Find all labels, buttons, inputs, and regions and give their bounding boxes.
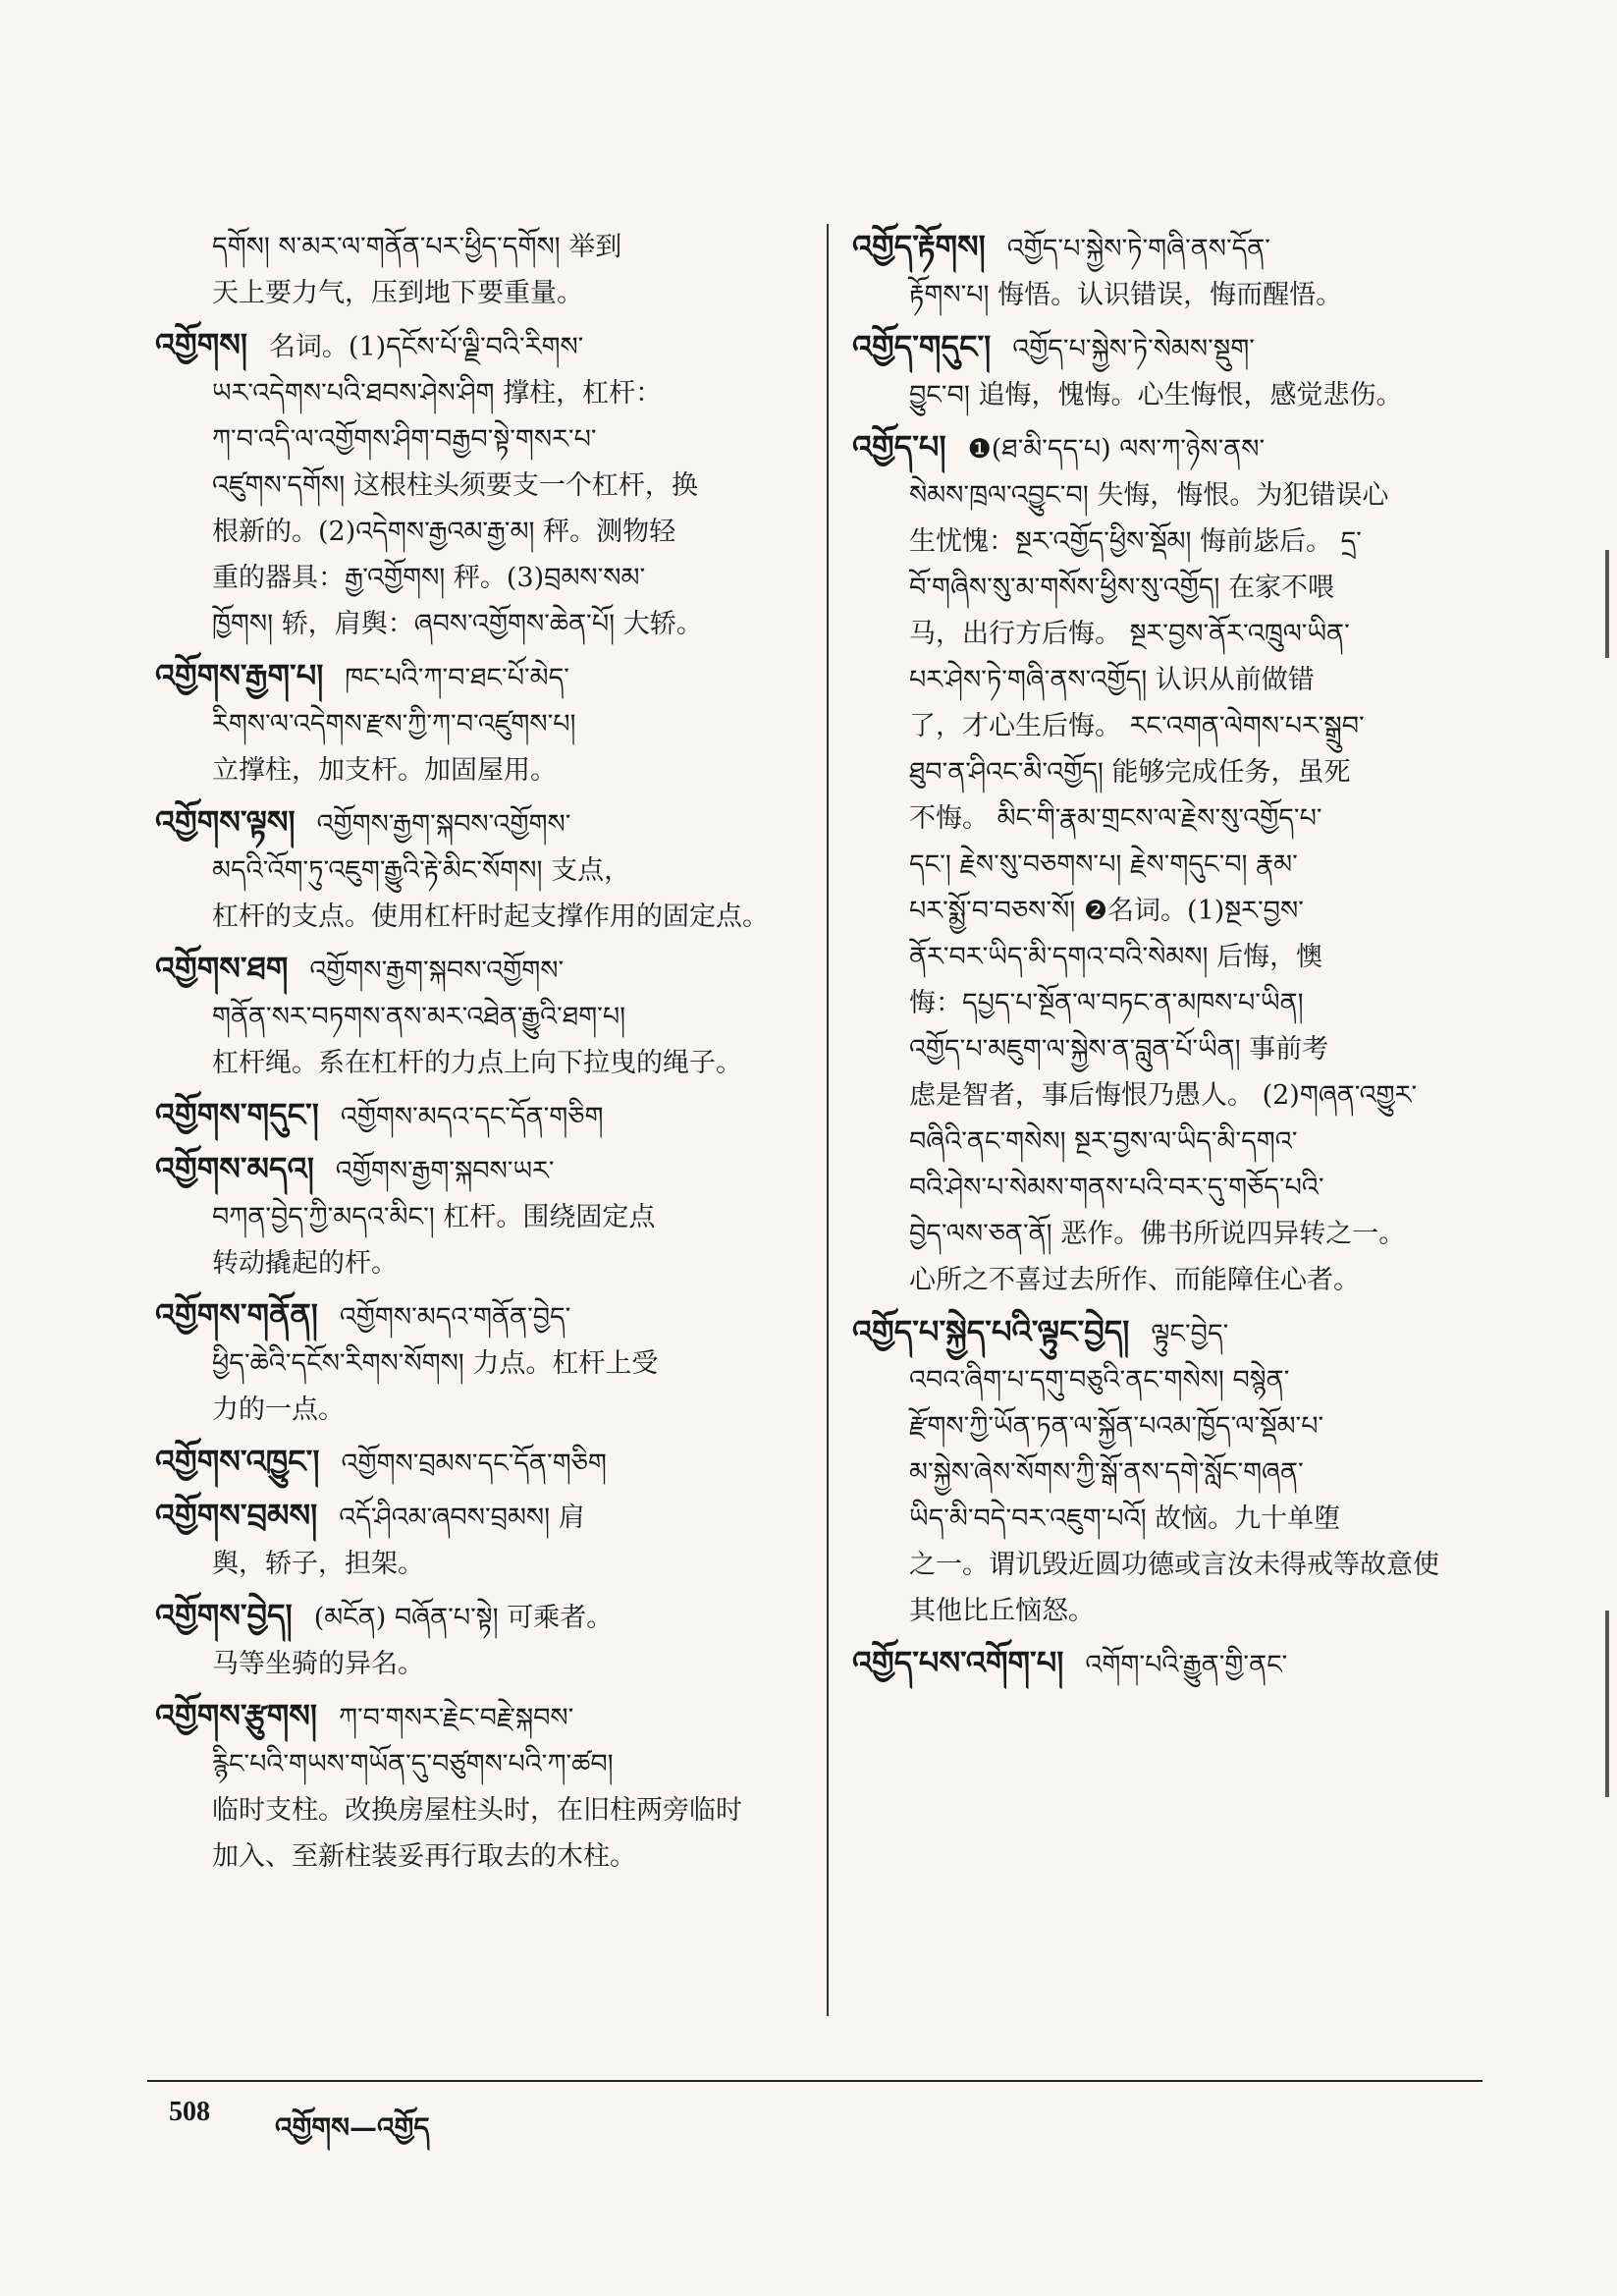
entry-line: 名词。(1)དངོས་པོ་ལྗི་བའི་རིགས་: [268, 332, 584, 362]
entry-headword: འགྱོགས་རྩུགས།: [155, 1697, 317, 1734]
entry-line: 悔：དཔྱད་པ་སྔོན་ལ་བཏང་ན་མཁས་པ་ཡིན།: [909, 988, 1304, 1018]
dictionary-entry: [155, 1693, 803, 1880]
entry-line: ❶(ཐ་མི་དད་པ) ལས་ཀ་ཉེས་ནས་: [967, 434, 1266, 465]
entry-headword: འགྱོགས་གནོན།: [155, 1296, 318, 1334]
entry-line: ཁང་པའི་ཀ་བ་ཐང་པོ་མེད་: [345, 663, 569, 693]
entry-line: 了，才心生后悔。 རང་འགན་ལེགས་པར་སྒྲུབ་: [909, 711, 1365, 741]
dictionary-entry: [155, 653, 803, 793]
entry-line: འཛུགས་དགོས། 这根柱头须要支一个杠杆，换: [212, 470, 698, 501]
entry-line: འགྱོགས་མདའ་གནོན་བྱེད་: [339, 1302, 571, 1333]
dictionary-entry: [852, 1309, 1490, 1634]
entry-line: 重的器具：རྒྱ་འགྱོགས། 秤。(3)བྲམས་སམ་: [212, 563, 646, 593]
entry-headword: འགྱོགས་གདུང་།: [155, 1096, 319, 1133]
entry-line: འགྱོད་པ་སྐྱེས་ཏེ་གཞི་ནས་དོན་: [1006, 234, 1270, 264]
entry-line: རྟོགས་པ། 悔悟。认识错误，悔而醒悟。: [909, 280, 1343, 310]
entry-line: ཐུབ་ན་ཤིའང་མི་འགྱོད། 能够完成任务，虽死: [909, 757, 1351, 788]
entry-line: 根新的。(2)འདེགས་རྒྱའམ་རྒྱ་མ། 秤。测物轻: [212, 517, 676, 547]
entry-line: 不悔。 མིང་གི་རྣམ་གྲངས་ལ་རྗེས་སུ་འགྱོད་པ་: [909, 803, 1322, 834]
entry-line: 杠杆绳。系在杠杆的力点上向下拉曳的绳子。: [212, 1048, 742, 1078]
page-number: 508: [169, 2097, 210, 2127]
entry-line: འགོག་པའི་རྒྱུན་གྱི་ནང་: [1085, 1650, 1288, 1680]
entry-line: ནོར་བར་ཡིད་མི་དགའ་བའི་སེམས། 后悔，懊: [909, 942, 1323, 972]
entry-line: 杠杆的支点。使用杠杆时起支撑作用的固定点。: [212, 902, 769, 932]
entry-line: འགྱོད་པ་སྐྱེས་ཏེ་སེམས་སྡུག་: [1012, 334, 1255, 364]
entry-line: ལྟུང་བྱེད་: [1151, 1319, 1229, 1349]
entry-line: རྙིང་པའི་གཡས་གཡོན་དུ་བཙུགས་པའི་ཀ་ཚབ།: [212, 1749, 614, 1779]
entry-line: མདའི་འོག་ཏུ་འཇུག་རྒྱུའི་རྟེ་མིང་སོགས། 支点，: [212, 855, 631, 886]
entry-line: འགྱོགས་བྲམས་དང་དོན་གཅིག: [341, 1449, 607, 1479]
entry-headword: འགྱོད་གདུང་།: [852, 328, 992, 365]
entry-line: 其他比丘恼怒。: [909, 1596, 1095, 1626]
entry-line: ཡར་འདེགས་པའི་ཐབས་ཤེས་ཤིག 撑柱，杠杆：: [212, 378, 663, 409]
entry-headword: འགྱོགས་འཁྱུང་།: [155, 1443, 320, 1480]
entry-headword: འགྱོགས་རྒྱག་པ།: [155, 657, 324, 694]
entry-line: སེམས་ཁྲལ་འབྱུང་བ། 失悔，悔恨。为犯错误心: [909, 480, 1389, 511]
dictionary-entry: [155, 1146, 803, 1286]
entry-line: ཕྱིད་ཆེའི་དངོས་རིགས་སོགས། 力点。杠杆上受: [212, 1348, 659, 1379]
entry-line: བཀན་བྱེད་ཀྱི་མདའ་མིང་། 杠杆。围绕固定点: [212, 1202, 656, 1232]
scan-margin-mark: [1605, 550, 1609, 658]
running-head: འགྱོགས—འགྱོད: [275, 2111, 430, 2144]
footer-rule: [147, 2080, 1482, 2082]
scan-margin-mark: [1605, 1611, 1609, 1797]
entry-line: རྫོགས་ཀྱི་ཡོན་ཏན་ལ་སྐྱོན་པའམ་ཁྱོད་ལ་སྡོམ་པ་: [909, 1411, 1324, 1442]
entry-line: ཀ་བ་གསར་རྗེང་བརྗེ་སྐབས་: [338, 1703, 574, 1733]
entry-line: བཞིའི་ནང་གསེས། སྔར་བྱས་ལ་ཡིད་མི་དགའ་: [909, 1126, 1298, 1157]
entry-headword: འགྱོགས་བྲམས།: [155, 1497, 318, 1534]
dictionary-entry: [155, 224, 803, 316]
dictionary-entry: [852, 324, 1490, 418]
entry-line: 生忧愧：སྔར་འགྱོད་ཕྱིས་སྡོམ། 悔前毖后。 དྲ་: [909, 526, 1362, 557]
entry-line: ཀ་བ་འདི་ལ་འགྱོགས་ཤིག་བརྒྱབ་སྟེ་གསར་པ་: [212, 424, 597, 455]
entry-headword: འགྱོད་པ།: [852, 428, 946, 465]
entry-headword: འགྱོགས་ལྟས།: [155, 803, 296, 841]
entry-line: གནོན་སར་བཏགས་ནས་མར་འཐེན་རྒྱུའི་ཐག་པ།: [212, 1002, 626, 1032]
dictionary-entry: [155, 322, 803, 647]
entry-line: 加入、至新柱装妥再行取去的木柱。: [212, 1841, 636, 1872]
dictionary-entry: [155, 1593, 803, 1687]
entry-line: 虑是智者，事后悔恨乃愚人。 (2)གཞན་འགྱུར་: [909, 1080, 1418, 1111]
entry-line: འགྱོགས་རྒྱག་སྐབས་འགྱོགས་: [316, 809, 571, 840]
dictionary-entry: [155, 1092, 803, 1140]
dictionary-entry: [852, 224, 1490, 318]
entry-line: 立撑柱，加支杆。加固屋用。: [212, 755, 557, 786]
entry-line: 天上要力气，压到地下要重量。: [212, 278, 583, 308]
entry-line: མ་སྐྱེས་ཞེས་སོགས་ཀྱི་སྒོ་ནས་དགེ་སློང་གཞན་: [909, 1457, 1304, 1488]
entry-line: རིགས་ལ་འདེགས་རྫས་ཀྱི་ཀ་བ་འཛུགས་པ།: [212, 709, 576, 739]
entry-headword: འགྱོད་པས་འགོག་པ།: [852, 1644, 1064, 1681]
right-column: [852, 224, 1490, 1694]
entry-line: 心所之不喜过去所作、而能障住心者。: [909, 1265, 1360, 1295]
entry-line: ཁྱོགས། 轿，肩舆：ཞབས་འགྱོགས་ཆེན་པོ། 大轿。: [212, 609, 703, 639]
column-divider: [827, 224, 829, 2016]
entry-line: པར་ཤེས་ཏེ་གཞི་ནས་འགྱོད། 认识从前做错: [909, 665, 1315, 695]
entry-headword: འགྱོགས།: [155, 326, 247, 363]
entry-headword: འགྱོགས་མདའ།: [155, 1150, 314, 1187]
entry-line: བོ་གཞིས་སུ་མ་གསོས་ཕྱིས་སུ་འགྱོད། 在家不喂: [909, 573, 1334, 603]
dictionary-entry: [852, 1640, 1490, 1688]
entry-line: དགོས། ས་མར་ལ་གནོན་པར་ཕྱིད་དགོས། 举到: [212, 232, 622, 262]
entry-line: འགྱོད་པ་མཇུག་ལ་སྐྱེས་ན་བླུན་པོ་ཡིན། 事前考: [909, 1034, 1329, 1065]
entry-line: 临时支柱。改换房屋柱头时，在旧柱两旁临时: [212, 1795, 742, 1826]
entry-line: 马，出行方后悔。 སྔར་བྱས་ནོར་འཁྲུལ་ཡིན་: [909, 619, 1350, 649]
entry-line: འདོ་ཤིའམ་ཞབས་བྲམས། 肩: [339, 1503, 585, 1533]
dictionary-entry: [155, 1292, 803, 1433]
entry-line: 舆，轿子，担架。: [212, 1549, 424, 1579]
entry-line: པར་སྨྱོ་བ་བཅས་སོ། ❷名词。(1)སྔར་བྱས་: [909, 896, 1304, 926]
dictionary-entry: [155, 946, 803, 1086]
entry-headword: འགྱོད་རྟོགས།: [852, 228, 986, 265]
entry-line: 转动撬起的杆。: [212, 1248, 398, 1279]
dictionary-entry: [155, 1439, 803, 1487]
dictionary-entry: [155, 1493, 803, 1587]
entry-line: བའི་ཤེས་པ་སེམས་གནས་པའི་བར་དུ་གཅོད་པའི་: [909, 1173, 1324, 1203]
entry-line: བྱེད་ལས་ཅན་ནོ། 恶作。佛书所说四异转之一。: [909, 1219, 1406, 1249]
entry-line: (མངོན) བཞོན་པ་སྟེ། 可乘者。: [313, 1603, 614, 1633]
entry-line: 之一。谓讥毁近圆功德或言汝未得戒等故意使: [909, 1550, 1439, 1580]
entry-headword: འགྱོད་པ་སྐྱེད་པའི་ལྟུང་བྱེད།: [852, 1313, 1130, 1350]
entry-line: 力的一点。: [212, 1394, 345, 1425]
entry-line: 马等坐骑的异名。: [212, 1649, 424, 1679]
dictionary-entry: [155, 799, 803, 940]
entry-line: འགྱོགས་མདའ་དང་དོན་གཅིག: [340, 1102, 604, 1132]
entry-line: འགྱོགས་རྒྱག་སྐབས་འགྱོགས་: [309, 956, 565, 986]
dictionary-entry: [852, 424, 1490, 1303]
entry-line: འགྱོགས་རྒྱག་སྐབས་ཡར་: [335, 1156, 555, 1186]
entry-headword: འགྱོགས་ཐག: [155, 950, 289, 987]
entry-line: བྱུང་བ། 追悔，愧悔。心生悔恨，感觉悲伤。: [909, 380, 1403, 410]
entry-line: ཡིད་མི་བདེ་བར་འཇུག་པའོ། 故恼。九十单堕: [909, 1503, 1341, 1534]
entry-line: དང་། རྗེས་སུ་བཅགས་པ། རྗེས་གདུང་བ། རྣམ་: [909, 849, 1298, 880]
left-column: [155, 224, 803, 1886]
entry-headword: འགྱོགས་བྱེད།: [155, 1597, 293, 1634]
entry-line: འབའ་ཞིག་པ་དགུ་བཅུའི་ནང་གསེས། བསྙེན་: [909, 1365, 1290, 1395]
